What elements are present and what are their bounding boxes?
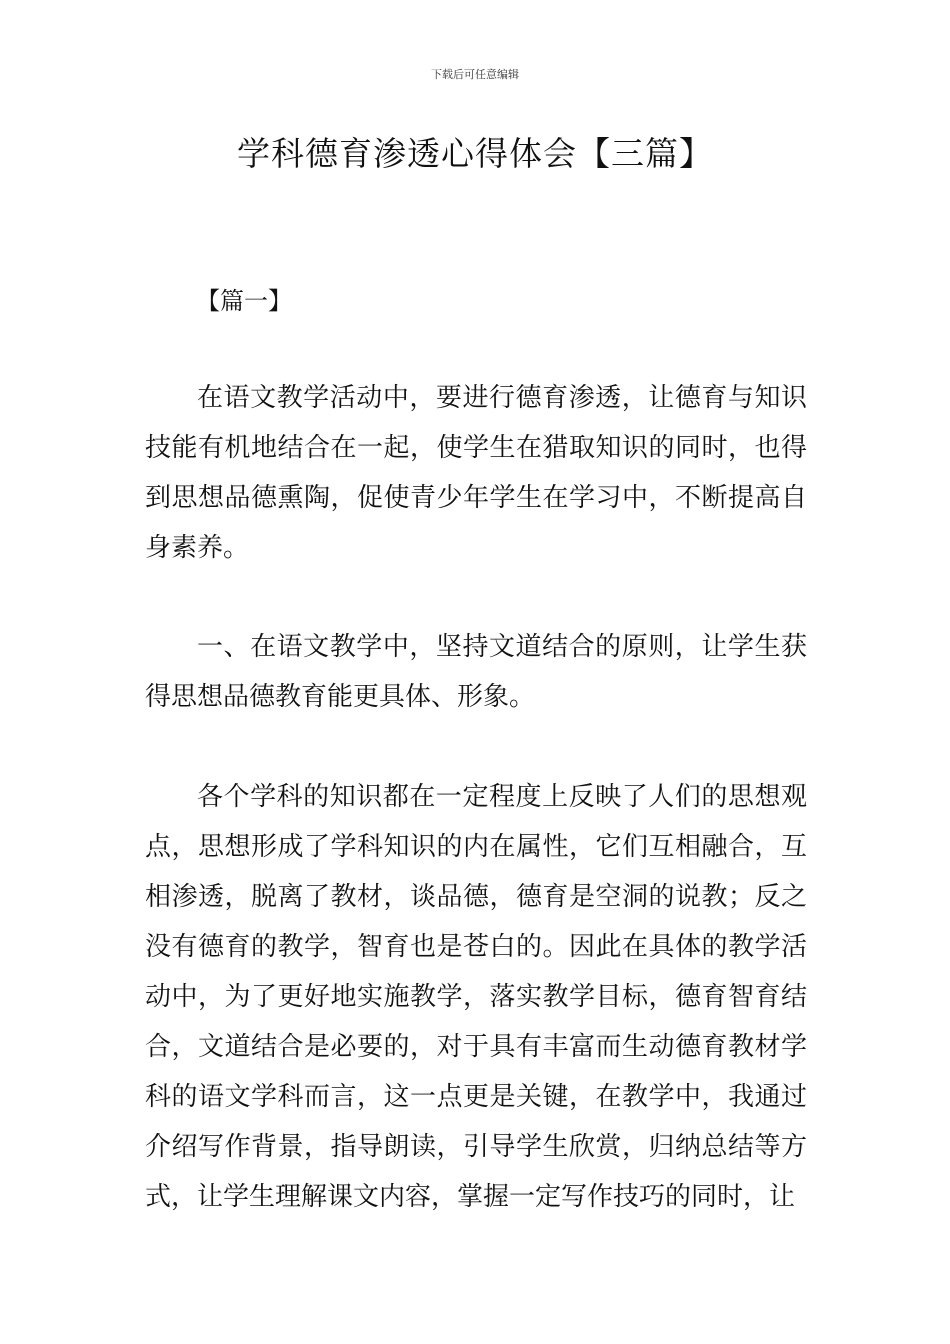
section-label: 【篇一】 — [196, 287, 292, 315]
page-header-note: 下载后可任意编辑 — [431, 68, 519, 81]
document-title: 学科德育渗透心得体会【三篇】 — [237, 134, 713, 173]
body-paragraph-discussion: 各个学科的知识都在一定程度上反映了人们的思想观点，思想形成了学科知识的内在属性，它们互相融合，互相渗透，脱离了教材，谈品德，德育是空洞的说教；反之没有德育的教学，智育也是苍白的。因此在具体的教学活动中，为了更好地实施教学，落实教学目标，德育智育结合，文道结合是必要的，对于具有丰富而生动德育教材学科的语文学科而言，这一点更是关键，在教学中，我通过介绍写作背景，指导朗读，引导学生欣赏，归纳总结等方式，让学生理解课文内容，掌握一定写作技巧的同时，让 — [145, 782, 807, 1212]
body-paragraph-intro: 在语文教学活动中，要进行德育渗透，让德育与知识技能有机地结合在一起，使学生在猎取知识的同时，也得到思想品德熏陶，促使青少年学生在学习中，不断提高自身素养。 — [145, 383, 807, 563]
body-paragraph-heading-one: 一、在语文教学中，坚持文道结合的原则，让学生获得思想品德教育能更具体、形象。 — [145, 632, 807, 712]
